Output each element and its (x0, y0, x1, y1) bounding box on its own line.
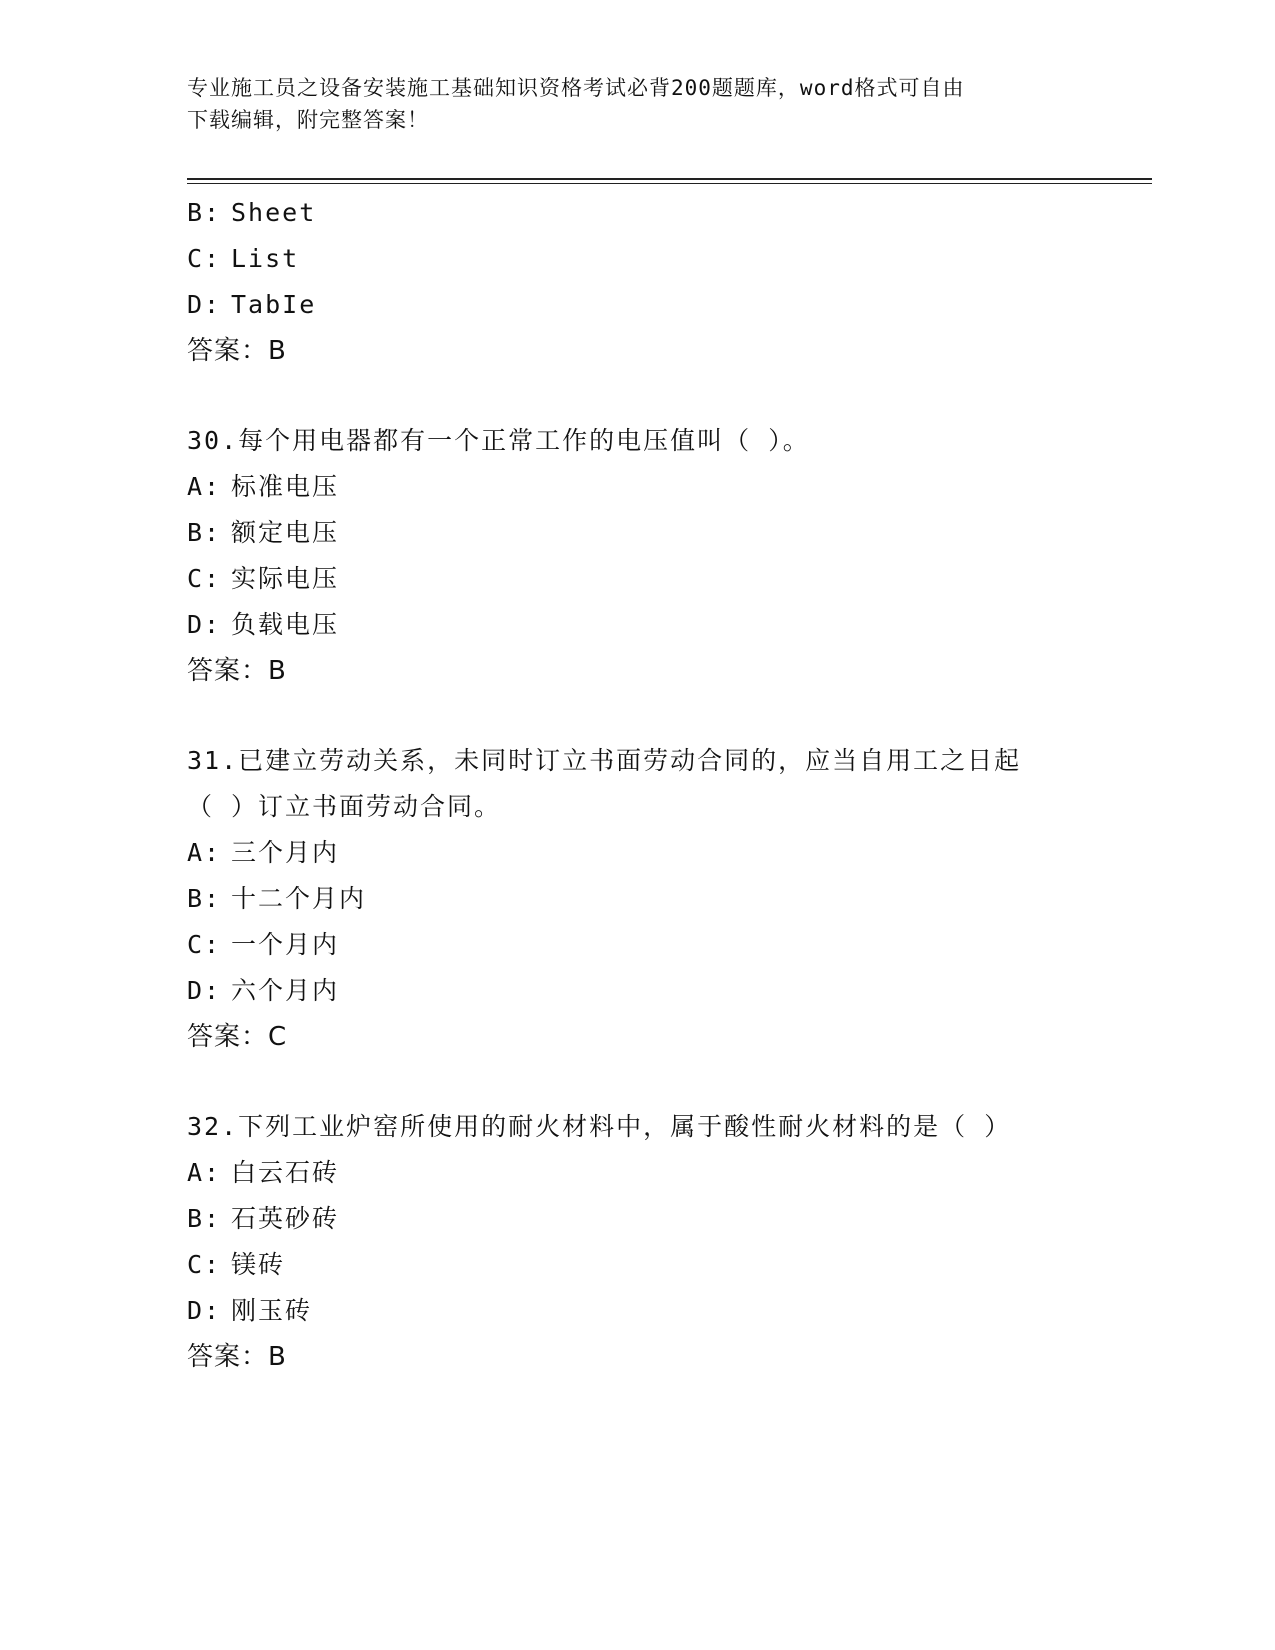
option-c: C: 镁砖 (187, 1250, 286, 1279)
option-c: C: 一个月内 (187, 930, 340, 959)
answer-line: 答案：C (187, 1022, 288, 1052)
option-a: A: 标准电压 (187, 472, 340, 501)
question-30 (187, 418, 1127, 694)
option-d: D: 六个月内 (187, 976, 340, 1005)
option-d: D: 负载电压 (187, 610, 340, 639)
question-list (187, 190, 1127, 1424)
option-d: D: TabIe (187, 290, 317, 319)
option-d: D: 刚玉砖 (187, 1296, 313, 1325)
page-header (187, 72, 1067, 136)
option-b: B: 额定电压 (187, 518, 340, 547)
option-c: C: List (187, 244, 300, 273)
question-stem-line-2: （ ）订立书面劳动合同。 (187, 792, 502, 821)
option-b: B: 十二个月内 (187, 884, 367, 913)
question-stem-line-1: 31.已建立劳动关系，未同时订立书面劳动合同的，应当自用工之日起 (187, 746, 1022, 775)
answer-line: 答案：B (187, 336, 287, 366)
answer-line: 答案：B (187, 656, 287, 686)
question-31 (187, 738, 1127, 1060)
option-a: A: 白云石砖 (187, 1158, 340, 1187)
header-divider-thin (187, 183, 1152, 184)
option-c: C: 实际电压 (187, 564, 340, 593)
header-line-1: 专业施工员之设备安装施工基础知识资格考试必背200题题库，word格式可自由 (187, 76, 965, 100)
option-b: B: 石英砂砖 (187, 1204, 340, 1233)
question-29-continued (187, 190, 1127, 374)
header-line-2: 下载编辑，附完整答案！ (187, 108, 429, 132)
question-32 (187, 1104, 1127, 1380)
header-divider (187, 178, 1152, 180)
option-a: A: 三个月内 (187, 838, 340, 867)
option-b: B: Sheet (187, 198, 317, 227)
question-stem: 30.每个用电器都有一个正常工作的电压值叫（ ）。 (187, 426, 810, 455)
question-stem: 32.下列工业炉窑所使用的耐火材料中，属于酸性耐火材料的是（ ） (187, 1112, 1012, 1141)
answer-line: 答案：B (187, 1342, 287, 1372)
